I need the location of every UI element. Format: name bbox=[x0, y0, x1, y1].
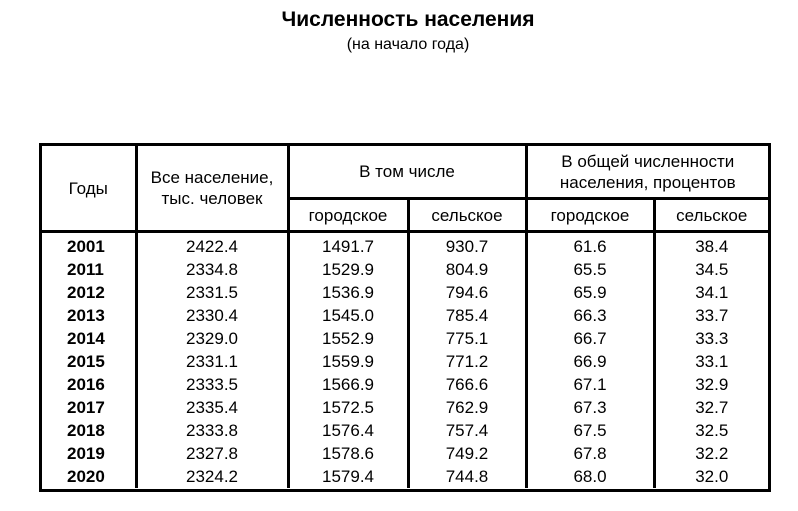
cell-total: 2334.8 bbox=[136, 258, 288, 281]
cell-urban: 1579.4 bbox=[288, 465, 408, 488]
cell-urban-percent: 66.3 bbox=[526, 304, 654, 327]
table-row bbox=[42, 419, 768, 442]
cell-rural-percent: 33.3 bbox=[654, 327, 768, 350]
cell-year: 2017 bbox=[67, 398, 105, 417]
cell-urban-percent: 65.5 bbox=[526, 258, 654, 281]
table-row bbox=[42, 373, 768, 396]
cell-rural-percent: 32.9 bbox=[654, 373, 768, 396]
cell-urban: 1536.9 bbox=[288, 281, 408, 304]
cell-total: 2329.0 bbox=[136, 327, 288, 350]
header-years: Годы bbox=[68, 178, 108, 198]
cell-total: 2324.2 bbox=[136, 465, 288, 488]
cell-urban-percent: 66.7 bbox=[526, 327, 654, 350]
header-including: В том числе bbox=[288, 146, 526, 199]
cell-year: 2014 bbox=[67, 329, 105, 348]
cell-urban: 1572.5 bbox=[288, 396, 408, 419]
cell-rural-percent: 33.7 bbox=[654, 304, 768, 327]
cell-rural: 804.9 bbox=[408, 258, 526, 281]
cell-urban-percent: 66.9 bbox=[526, 350, 654, 373]
cell-rural: 771.2 bbox=[408, 350, 526, 373]
cell-urban-percent: 65.9 bbox=[526, 281, 654, 304]
cell-urban-percent: 67.8 bbox=[526, 442, 654, 465]
table-row bbox=[42, 350, 768, 373]
cell-rural-percent: 32.2 bbox=[654, 442, 768, 465]
cell-year: 2012 bbox=[67, 283, 105, 302]
population-table bbox=[42, 146, 768, 488]
table-row bbox=[42, 396, 768, 419]
header-rural-percent: сельское bbox=[654, 199, 768, 232]
cell-year: 2001 bbox=[42, 232, 136, 259]
cell-year: 2016 bbox=[67, 375, 105, 394]
header-rural: сельское bbox=[408, 199, 526, 232]
cell-total: 2330.4 bbox=[136, 304, 288, 327]
cell-total: 2327.8 bbox=[136, 442, 288, 465]
cell-urban-percent: 61.6 bbox=[526, 232, 654, 259]
table-row bbox=[42, 258, 768, 281]
cell-year: 2020 bbox=[67, 467, 105, 486]
cell-rural: 794.6 bbox=[408, 281, 526, 304]
cell-rural-percent: 32.5 bbox=[654, 419, 768, 442]
cell-urban: 1566.9 bbox=[288, 373, 408, 396]
cell-year: 2011 bbox=[67, 260, 104, 279]
cell-urban: 1491.7 bbox=[288, 232, 408, 259]
cell-year: 2013 bbox=[67, 306, 105, 325]
cell-rural-percent: 34.5 bbox=[654, 258, 768, 281]
cell-urban: 1552.9 bbox=[288, 327, 408, 350]
table-row bbox=[42, 232, 768, 259]
cell-rural: 749.2 bbox=[408, 442, 526, 465]
cell-urban: 1545.0 bbox=[288, 304, 408, 327]
cell-urban: 1559.9 bbox=[288, 350, 408, 373]
cell-total: 2331.5 bbox=[136, 281, 288, 304]
header-urban: городское bbox=[288, 199, 408, 232]
cell-rural: 930.7 bbox=[408, 232, 526, 259]
cell-year: 2015 bbox=[67, 352, 105, 371]
cell-rural: 762.9 bbox=[408, 396, 526, 419]
table-row bbox=[42, 327, 768, 350]
cell-urban: 1576.4 bbox=[288, 419, 408, 442]
cell-urban-percent: 67.5 bbox=[526, 419, 654, 442]
table-row bbox=[42, 465, 768, 488]
page-title: Численность населения bbox=[281, 8, 535, 31]
cell-urban: 1529.9 bbox=[288, 258, 408, 281]
cell-total: 2333.5 bbox=[136, 373, 288, 396]
cell-rural: 766.6 bbox=[408, 373, 526, 396]
cell-rural: 744.8 bbox=[408, 465, 526, 488]
page-subtitle: (на начало года) bbox=[346, 36, 470, 53]
cell-urban-percent: 67.1 bbox=[526, 373, 654, 396]
cell-urban-percent: 67.3 bbox=[526, 396, 654, 419]
cell-year: 2018 bbox=[67, 421, 105, 440]
cell-rural-percent: 34.1 bbox=[654, 281, 768, 304]
cell-urban-percent: 68.0 bbox=[526, 465, 654, 488]
cell-rural: 757.4 bbox=[408, 419, 526, 442]
cell-rural-percent: 32.7 bbox=[654, 396, 768, 419]
cell-rural-percent: 33.1 bbox=[654, 350, 768, 373]
table-body bbox=[42, 232, 768, 489]
cell-urban: 1578.6 bbox=[288, 442, 408, 465]
table-row bbox=[42, 281, 768, 304]
population-table-frame bbox=[39, 143, 771, 492]
cell-rural: 785.4 bbox=[408, 304, 526, 327]
table-row bbox=[42, 442, 768, 465]
cell-rural-percent: 32.0 bbox=[654, 465, 768, 488]
header-share: В общей численности населения, процентов bbox=[526, 146, 768, 199]
cell-total: 2331.1 bbox=[136, 350, 288, 373]
header-total: Все население, тыс. человек bbox=[136, 146, 288, 232]
header-urban-percent: городское bbox=[526, 199, 654, 232]
cell-rural-percent: 38.4 bbox=[654, 232, 768, 259]
cell-total: 2333.8 bbox=[136, 419, 288, 442]
cell-rural: 775.1 bbox=[408, 327, 526, 350]
cell-year: 2019 bbox=[67, 444, 105, 463]
cell-total: 2422.4 bbox=[136, 232, 288, 259]
table-row bbox=[42, 304, 768, 327]
cell-total: 2335.4 bbox=[136, 396, 288, 419]
